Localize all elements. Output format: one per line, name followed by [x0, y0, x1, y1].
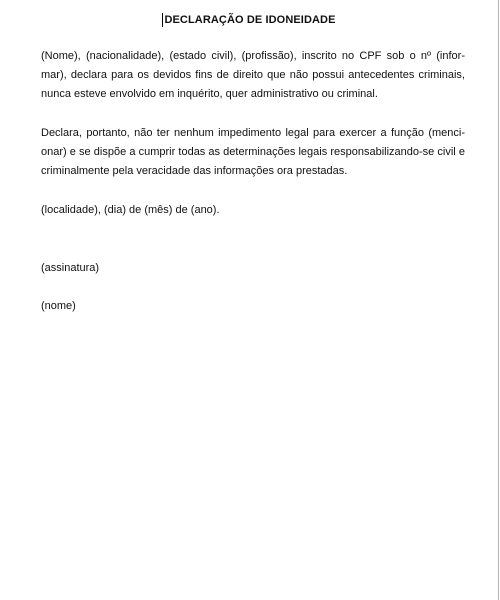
name-placeholder: (nome): [41, 300, 76, 312]
place-date-line: (localidade), (dia) de (mês) de (ano).: [41, 204, 220, 216]
paragraph-identification: (Nome), (nacionalidade), (estado civil), (profissão), inscrito no CPF sob o nº (infor-mar), declara para os devidos fins de direito que não possui antecedentes criminais, nunca esteve envolvido em inquérito, quer administrativo ou criminal.: [41, 50, 465, 100]
page-edge-divider: [498, 0, 499, 600]
paragraph-declaration: Declara, portanto, não ter nenhum impedimento legal para exercer a função (menci-onar) e se dispõe a cumprir todas as determinações legais responsabilizando-se civil e criminalmente pela veracidade das informações ora prestadas.: [41, 127, 465, 177]
title-row: [0, 10, 500, 28]
signature-placeholder: (assinatura): [41, 262, 100, 274]
document-title-text: DECLARAÇÃO DE IDONEIDADE: [164, 14, 336, 26]
document-title: [164, 13, 335, 27]
text-cursor: [162, 13, 163, 27]
